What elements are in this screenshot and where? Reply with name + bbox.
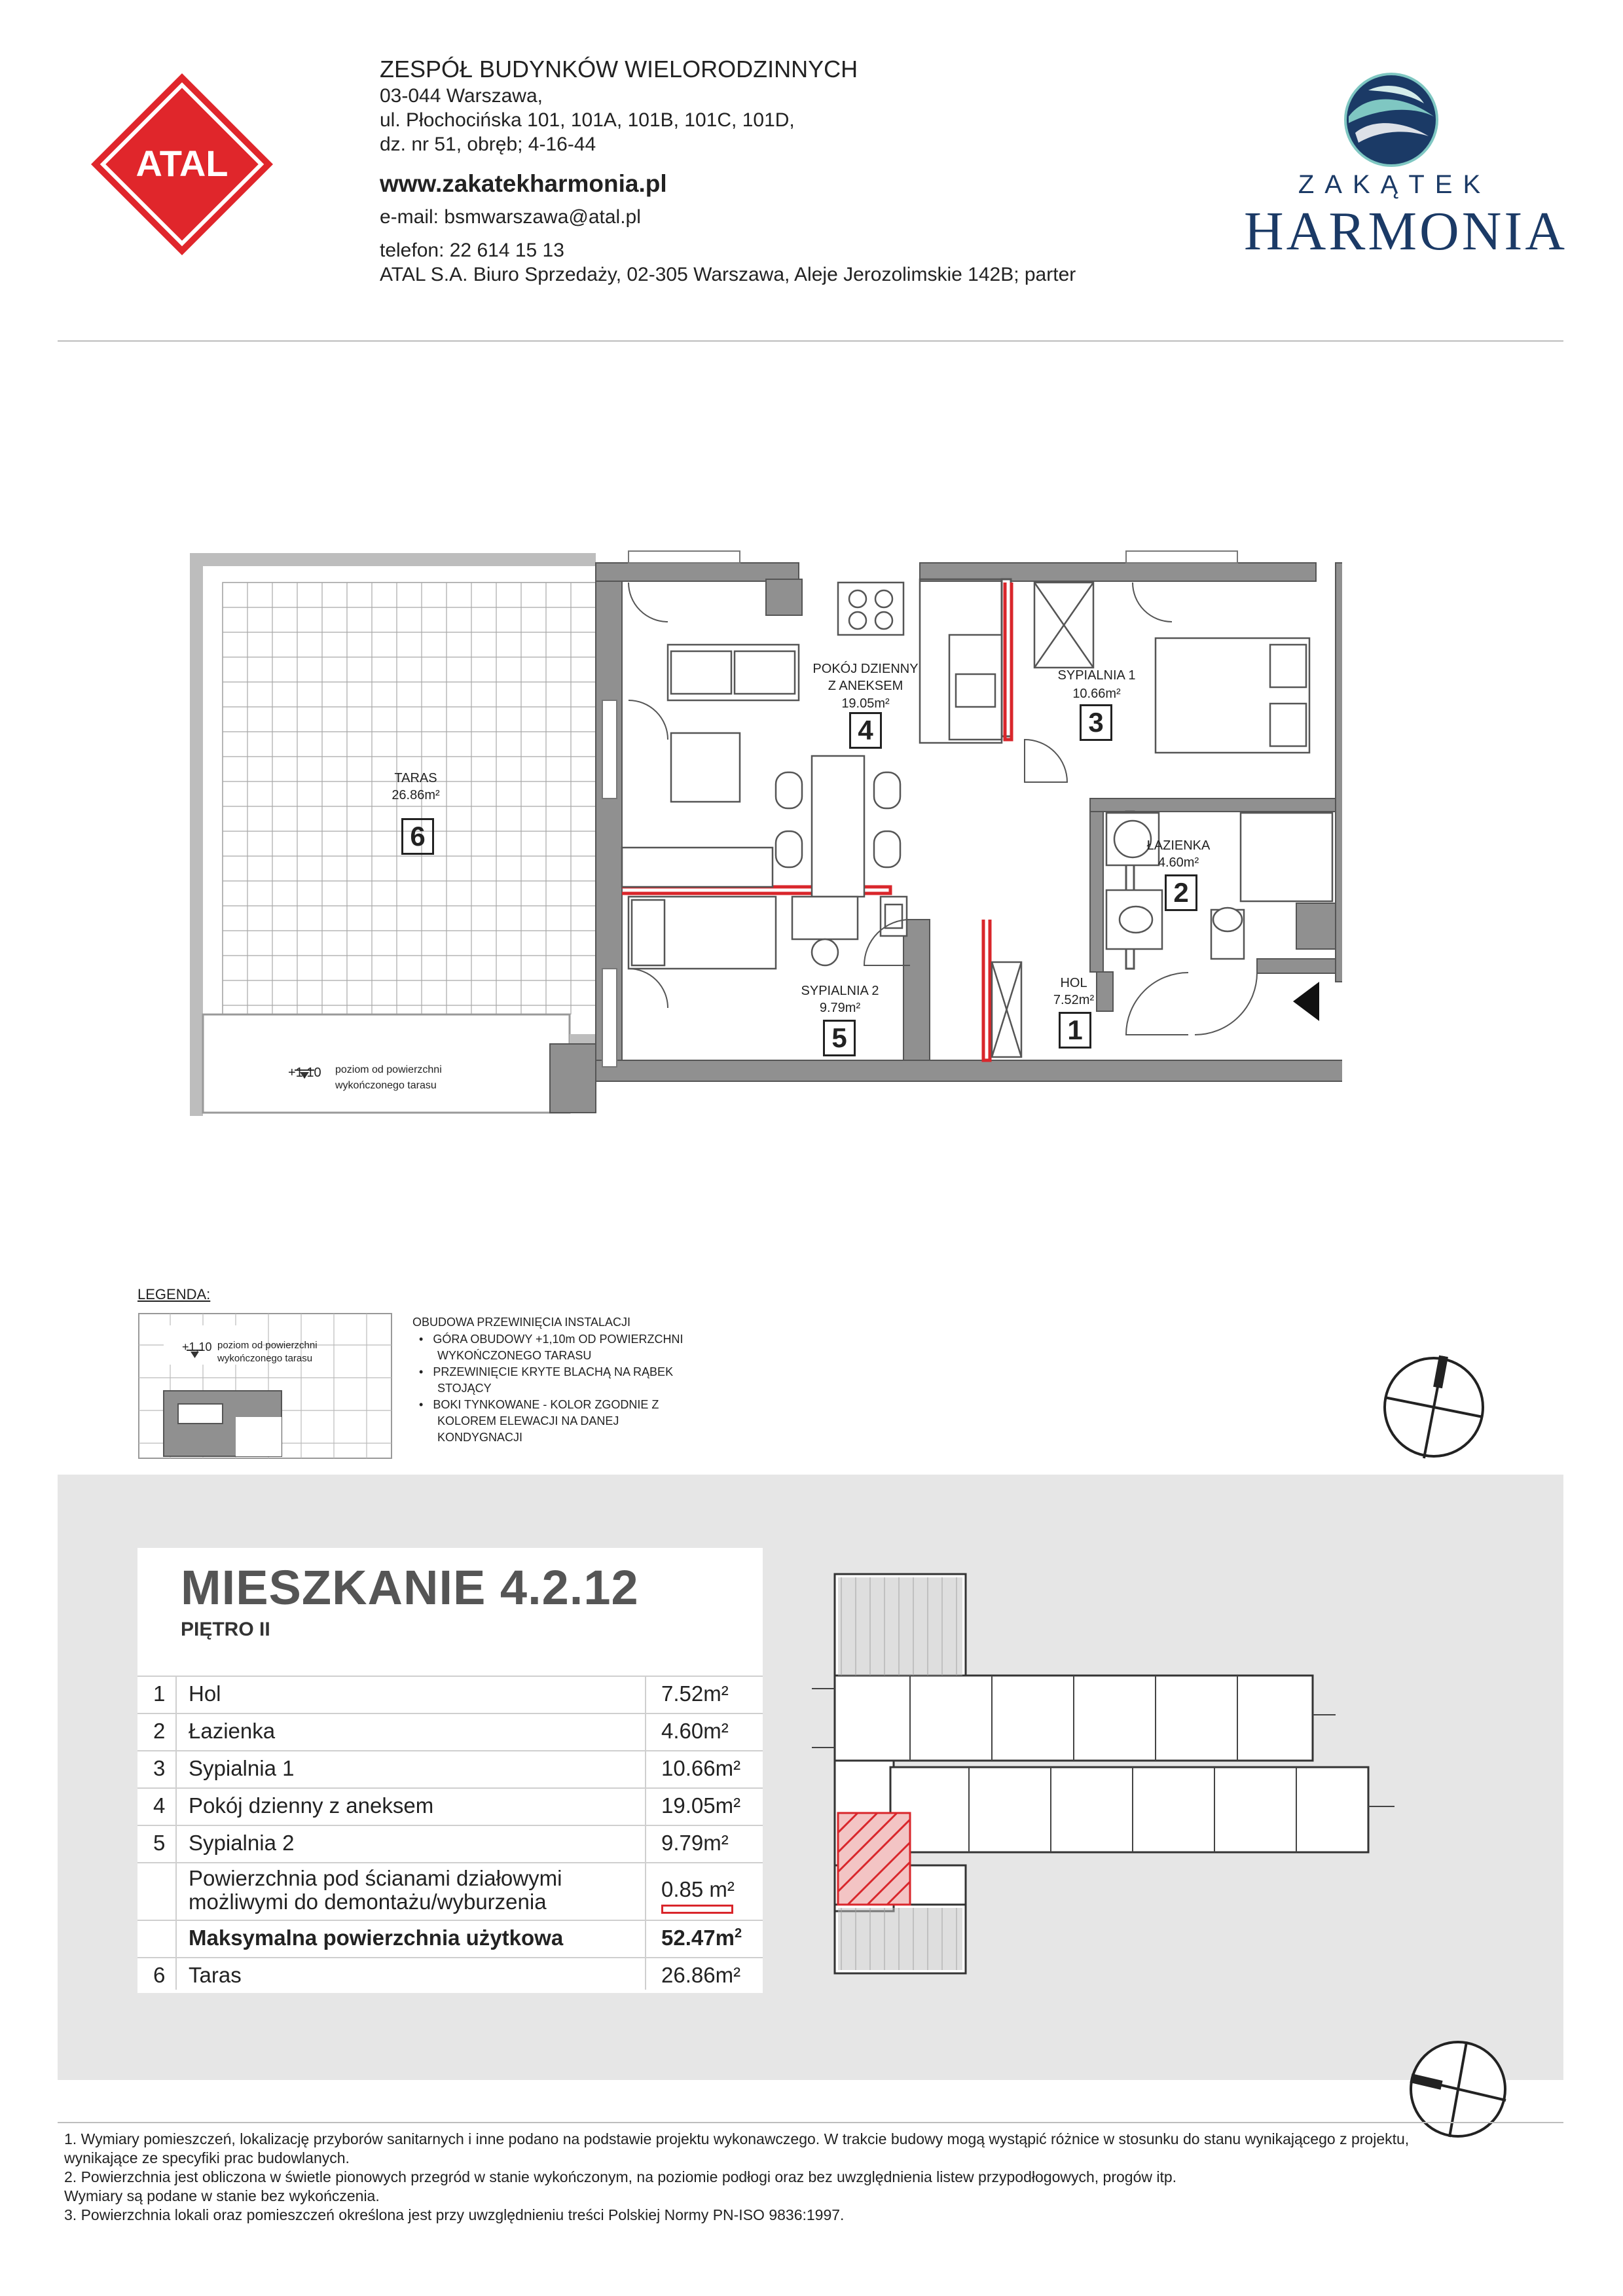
plan-level-note2: wykończonego tarasu: [335, 1080, 437, 1091]
table-line: [137, 1957, 763, 1958]
table-line: [137, 1750, 763, 1751]
row-num: 4: [153, 1793, 166, 1818]
removable-label2: możliwymi do demontażu/wyburzenia: [189, 1890, 547, 1914]
table-line: [137, 1713, 763, 1714]
legend-bullet3: • BOKI TYNKOWANE - KOLOR ZGODNIE Z: [419, 1398, 659, 1411]
legend-b1a: GÓRA OBUDOWY +1,10m OD POWIERZCHNI: [433, 1333, 684, 1346]
table-col-line-2: [645, 1676, 646, 1990]
max-area-value-wrap: [661, 1926, 742, 1950]
footnote-2a: 2. Powierzchnia jest obliczona w świetle pionowych przegród w stanie wykończonym, na poziomie podłogi oraz bez uwzględnienia listew przypodłogowych, progów itp.: [64, 2168, 1177, 2185]
legend-heading: OBUDOWA PRZEWINIĘCIA INSTALACJI: [412, 1316, 631, 1329]
legend-bullet1: • GÓRA OBUDOWY +1,10m OD POWIERZCHNI: [419, 1333, 684, 1346]
room-area-bedroom1: 10.66m²: [1072, 687, 1121, 701]
legend-bullet2: • PRZEWINIĘCIE KRYTE BLACHĄ NA RĄBEK: [419, 1365, 674, 1378]
compass-icon: [1375, 1348, 1493, 1466]
footnote-1b: wynikające ze specyfiki prac budowlanych.: [64, 2149, 350, 2166]
room-name-living-2: Z ANEKSEM: [828, 679, 903, 693]
footer-divider: [58, 2122, 1563, 2123]
plan-level-mark: +1,10: [288, 1066, 321, 1080]
row-num: 1: [153, 1681, 166, 1706]
room-name-terrace: TARAS: [394, 771, 437, 785]
table-line: [137, 1787, 763, 1789]
legend-title: LEGENDA:: [137, 1286, 211, 1302]
row-value: 26.86m²: [661, 1963, 741, 1987]
table-line: [137, 1920, 763, 1921]
max-area-value: 52.47m: [661, 1926, 735, 1950]
room-number-living: 4: [849, 712, 882, 749]
harmonia-emblem-icon: [1342, 71, 1440, 169]
row-num: 2: [153, 1719, 166, 1743]
legend-b3b: KOLOREM ELEWACJI NA DANEJ: [437, 1414, 619, 1427]
room-name-hall: HOL: [1060, 976, 1087, 990]
footnote-1a: 1. Wymiary pomieszczeń, lokalizację przyborów sanitarnych i inne podano na podstawie projektu wykonawczego. W trakcie budowy mogą wystąpić różnice w stosunku do stanu wynikającego z projektu,: [64, 2130, 1410, 2147]
header-line2: 03-044 Warszawa,: [380, 85, 543, 107]
legend-b2b: STOJĄCY: [437, 1382, 492, 1395]
legend-level-note1: poziom od powierzchni: [217, 1340, 318, 1351]
row-label: Łazienka: [189, 1719, 276, 1743]
legend-b3a: BOKI TYNKOWANE - KOLOR ZGODNIE Z: [433, 1398, 659, 1411]
legend-b3c: KONDYGNACJI: [437, 1431, 523, 1444]
legend-level-mark: +1,10: [182, 1340, 212, 1354]
table-col-line: [175, 1676, 177, 1990]
room-number-bathroom: 2: [1165, 874, 1197, 911]
room-number-bedroom1: 3: [1080, 704, 1112, 741]
row-value: 4.60m²: [661, 1719, 729, 1743]
removable-value: 0.85 m²: [661, 1877, 735, 1901]
header-divider: [58, 340, 1563, 342]
phone-text: telefon: 22 614 15 13: [380, 240, 564, 261]
key-plan: [812, 1571, 1440, 1977]
room-area-bedroom2: 9.79m²: [819, 1001, 861, 1015]
row-label: Sypialnia 1: [189, 1756, 295, 1780]
room-number-hall: 1: [1059, 1012, 1091, 1049]
table-line: [137, 1825, 763, 1826]
room-name-bathroom: ŁAZIENKA: [1146, 838, 1211, 853]
compass-icon-keyplan: [1401, 2032, 1516, 2147]
removable-label1: Powierzchnia pod ścianami działowymi: [189, 1866, 562, 1890]
footnote-3: 3. Powierzchnia lokali oraz pomieszczeń określona jest przy uwzględnieniu treści Polskiej Normy PN-ISO 9836:1997.: [64, 2206, 845, 2223]
room-area-bathroom: 4.60m²: [1158, 855, 1199, 870]
row-label: Sypialnia 2: [189, 1831, 295, 1855]
legend-diagram: [137, 1312, 393, 1460]
room-area-living: 19.05m²: [841, 696, 890, 711]
row-value: 19.05m²: [661, 1793, 741, 1818]
apartment-card: [137, 1548, 763, 1993]
room-name-living: POKÓJ DZIENNY: [812, 662, 919, 676]
removable-wall-swatch: [661, 1905, 733, 1914]
row-label: Taras: [189, 1963, 242, 1987]
project-logo-bottom: HARMONIA: [1244, 201, 1567, 262]
row-num: 6: [153, 1963, 166, 1987]
row-value: 7.52m²: [661, 1681, 729, 1706]
row-label: Pokój dzienny z aneksem: [189, 1793, 434, 1818]
atal-logo: [88, 71, 276, 258]
website-link[interactable]: www.zakatekharmonia.pl: [380, 170, 667, 197]
table-line: [137, 1862, 763, 1863]
room-area-terrace: 26.86m²: [392, 788, 440, 802]
project-logo-top: ZAKĄTEK: [1298, 170, 1491, 199]
table-line: [137, 1676, 763, 1677]
max-area-sup: 2: [734, 1926, 742, 1941]
row-num: 3: [153, 1756, 166, 1780]
legend-level-note2: wykończonego tarasu: [217, 1353, 313, 1364]
row-value: 9.79m²: [661, 1831, 729, 1855]
room-number-bedroom2: 5: [823, 1020, 856, 1056]
header-line1: ZESPÓŁ BUDYNKÓW WIELORODZINNYCH: [380, 56, 858, 82]
atal-logo-text: ATAL: [136, 143, 228, 184]
header-line4: dz. nr 51, obręb; 4-16-44: [380, 134, 596, 155]
legend-b1b: WYKOŃCZONEGO TARASU: [437, 1349, 592, 1362]
plan-level-note1: poziom od powierzchni: [335, 1064, 442, 1075]
legend-b2a: PRZEWINIĘCIE KRYTE BLACHĄ NA RĄBEK: [433, 1365, 674, 1378]
header-line3: ul. Płochocińska 101, 101A, 101B, 101C, 101D,: [380, 109, 795, 131]
room-area-hall: 7.52m²: [1053, 993, 1095, 1007]
room-name-bedroom1: SYPIALNIA 1: [1057, 668, 1136, 683]
apartment-title: MIESZKANIE 4.2.12: [181, 1560, 639, 1615]
email-text[interactable]: e-mail: bsmwarszawa@atal.pl: [380, 206, 641, 228]
room-name-bedroom2: SYPIALNIA 2: [801, 984, 879, 998]
footnote-2b: Wymiary są podane w stanie bez wykończenia.: [64, 2187, 380, 2204]
max-area-label: Maksymalna powierzchnia użytkowa: [189, 1926, 564, 1950]
office-text: ATAL S.A. Biuro Sprzedaży, 02-305 Warszawa, Aleje Jerozolimskie 142B; parter: [380, 264, 1076, 285]
row-label: Hol: [189, 1681, 221, 1706]
row-value: 10.66m²: [661, 1756, 741, 1780]
row-num: 5: [153, 1831, 166, 1855]
room-number-terrace: 6: [401, 818, 434, 855]
floor-label: PIĘTRO II: [181, 1619, 270, 1640]
floor-plan: [183, 543, 1342, 1119]
